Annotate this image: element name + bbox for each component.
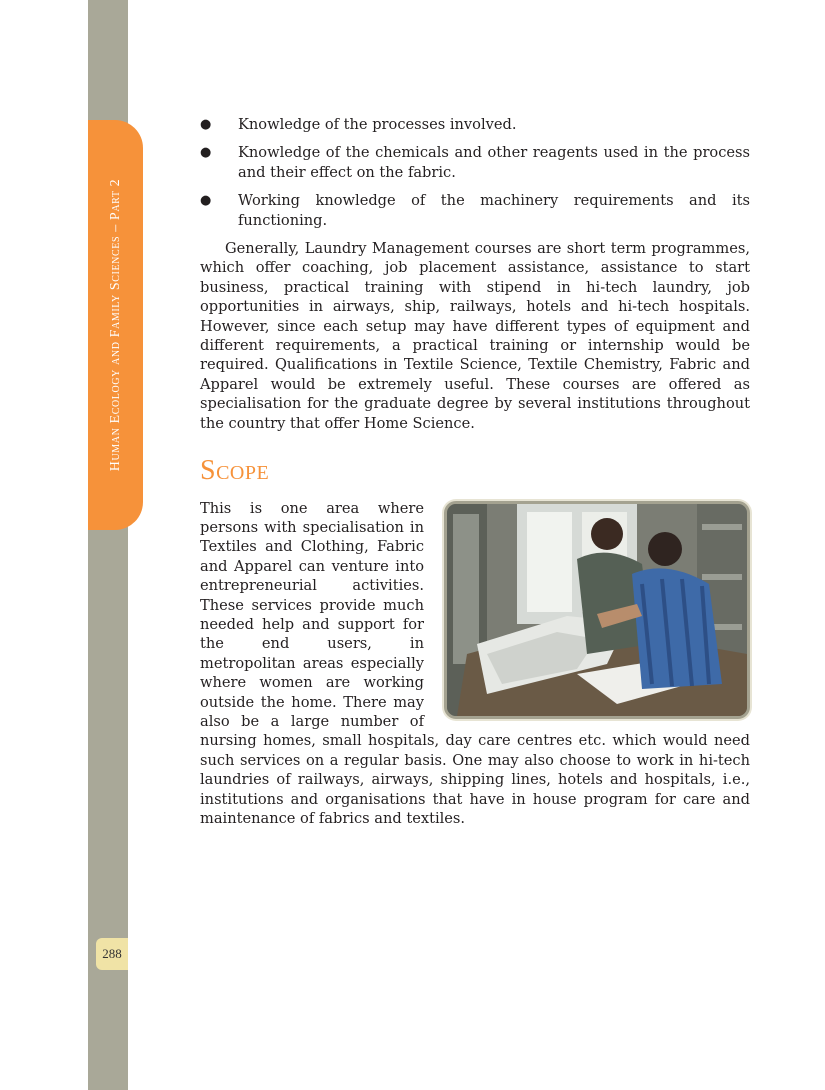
page-number: 288 bbox=[96, 938, 128, 970]
scope-paragraph: This is one area where persons with specialisation in Textiles and Clothing, Fabric and Apparel can venture into entrepreneurial activities. These services provide much needed help and support for the end users, in metropolitan areas especially where women are working outside the home. There may also be a large number of nursing homes, small hospitals, day care centres etc. which would need such services on a regular basis. One may also choose to work in hi-tech laundries of railways, airways, shipping lines, hotels and hospitals, i.e., institutions and organisations that have in house program for care and maintenance of fabrics and textiles. bbox=[200, 499, 750, 827]
bullet-icon: ● bbox=[200, 193, 212, 209]
main-content bbox=[200, 115, 750, 828]
bullet-text: Working knowledge of the machinery requirements and its functioning. bbox=[238, 192, 750, 229]
intro-paragraph: Generally, Laundry Management courses are short term programmes, which offer coaching, job placement assistance, assistance to start business, practical training with stipend in hi-tech laundry, job opportunities in airways, ship, railways, hotels and hi-tech hospitals. However, since each setup may have different types of equipment and different requirements, a practical training or internship would be required. Qualifications in Textile Science, Textile Chemistry, Fabric and Apparel would be extremely useful. These courses are offered as specialisation for the graduate degree by several institutions throughout the country that offer Home Science. bbox=[200, 240, 750, 432]
bullet-list bbox=[200, 115, 750, 230]
running-title: Human Ecology and Family Sciences – Part 2 bbox=[108, 178, 123, 472]
list-item bbox=[200, 191, 750, 230]
list-item bbox=[200, 115, 750, 134]
bullet-icon: ● bbox=[200, 145, 212, 161]
bullet-icon: ● bbox=[200, 117, 212, 132]
list-item bbox=[200, 143, 750, 182]
bullet-text: Knowledge of the chemicals and other reagents used in the process and their effect on the fabric. bbox=[238, 144, 750, 181]
laundry-photo bbox=[444, 501, 750, 719]
section-heading: Scope bbox=[200, 455, 270, 487]
bullet-text: Knowledge of the processes involved. bbox=[238, 116, 517, 133]
